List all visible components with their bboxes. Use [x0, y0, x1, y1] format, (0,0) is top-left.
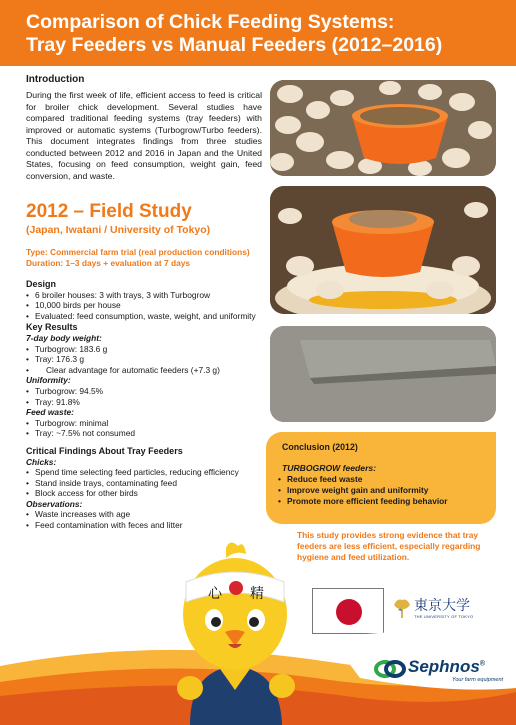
waste-label: Feed waste: — [26, 407, 74, 418]
result-note: • Clear advantage for automatic feeders (+7.3 g) — [26, 365, 276, 376]
page-title — [26, 11, 506, 57]
study-subtitle: (Japan, Iwatani / University of Tokyo) — [26, 224, 211, 236]
finding-item: • Spend time selecting feed particles, reducing efficiency — [26, 467, 276, 478]
design-item: • Evaluated: feed consumption, waste, weight, and uniformity — [26, 311, 276, 322]
conclusion-list — [278, 474, 448, 506]
title-line-1: Comparison of Chick Feeding Systems: — [26, 11, 395, 33]
observations-label: Observations: — [26, 498, 83, 509]
chicks-label: Chicks: — [26, 456, 57, 467]
conclusion-subheading: TURBOGROW feeders: — [282, 463, 377, 473]
introduction-text: During the first week of life, efficient access to feed is critical for broiler chick development. Several studies have compared traditional feeding systems (tray feeders) with improved or automatic systems (Turbogrow/Turbo feeders). This document integrates findings from three studies conducted between 2012 and 2016 in Japan and the United States, focusing on feed consumption, weight gain, feed conversion, and waste. — [26, 90, 262, 181]
pan-feeder-photo — [270, 186, 496, 314]
utokyo-japanese-name: 東京大学 — [414, 598, 470, 614]
chicks-feeder-photo — [270, 80, 496, 176]
design-item: • 6 broiler houses: 3 with trays, 3 with Turbogrow — [26, 290, 276, 301]
study-meta — [26, 247, 250, 269]
study-title: 2012 – Field Study — [26, 201, 192, 222]
study-type: Type: Commercial farm trial (real production conditions) — [26, 247, 250, 257]
japan-flag — [312, 588, 384, 634]
design-heading: Design — [26, 279, 57, 289]
brand-name — [408, 657, 485, 677]
chicks-feeder-illustration — [270, 80, 496, 176]
finding-item: • Stand inside trays, contaminating feed — [26, 478, 276, 489]
introduction-section — [26, 74, 262, 182]
mascot-chick-illustration — [170, 540, 300, 725]
body-weight-label: 7-day body weight: — [26, 332, 102, 343]
result-item: • Turbogrow: 94.5% — [26, 386, 276, 397]
result-item: • Turbogrow: minimal — [26, 418, 276, 429]
brand-registered-mark: ® — [479, 660, 485, 668]
observation-item: • Feed contamination with feces and litter — [26, 520, 276, 531]
findings-heading: Critical Findings About Tray Feeders — [26, 445, 183, 456]
litter-tray-photo — [270, 326, 496, 422]
design-item: • 10,000 birds per house — [26, 300, 276, 311]
result-item: • Tray: 91.8% — [26, 397, 276, 408]
results-heading: Key Results — [26, 322, 78, 333]
flag-sun-disc — [336, 599, 362, 625]
conclusion-item: • Reduce feed waste — [278, 474, 448, 485]
evidence-statement: This study provides strong evidence that tray feeders are less efficient, especially regarding hygiene and feed utilization. — [297, 530, 481, 562]
header-banner — [0, 0, 516, 66]
study-duration: Duration: 1–3 days + evaluation at 7 days — [26, 258, 191, 268]
uniformity-label: Uniformity: — [26, 375, 71, 386]
study-body — [26, 278, 276, 531]
ginkgo-leaf-icon — [392, 596, 412, 620]
headband-lettering: 心 — [208, 586, 222, 602]
utokyo-english-name: THE UNIVERSITY OF TOKYO — [414, 614, 474, 619]
litter-tray-illustration — [270, 326, 496, 422]
result-item: • Turbogrow: 183.6 g — [26, 344, 276, 355]
observation-item: • Waste increases with age — [26, 509, 276, 520]
title-line-2: Tray Feeders vs Manual Feeders (2012–2016) — [26, 34, 443, 56]
finding-item: • Block access for other birds — [26, 488, 276, 499]
introduction-heading: Introduction — [26, 74, 85, 85]
result-item: • Tray: ~7.5% not consumed — [26, 428, 276, 439]
conclusion-heading: Conclusion (2012) — [282, 442, 358, 452]
university-of-tokyo-logo — [392, 594, 492, 624]
brand-tagline: Your farm equipment — [452, 677, 504, 683]
pan-feeder-illustration — [270, 186, 496, 314]
sephnos-mark-icon — [374, 658, 406, 680]
sephnos-logo — [374, 656, 514, 688]
brand-name-text: Sephnos — [408, 657, 480, 676]
conclusion-box — [266, 432, 496, 524]
result-item: • Tray: 176.3 g — [26, 354, 276, 365]
conclusion-item: • Improve weight gain and uniformity — [278, 485, 448, 496]
conclusion-item: • Promote more efficient feeding behavior — [278, 496, 448, 507]
headband-lettering: 精 — [250, 586, 264, 602]
